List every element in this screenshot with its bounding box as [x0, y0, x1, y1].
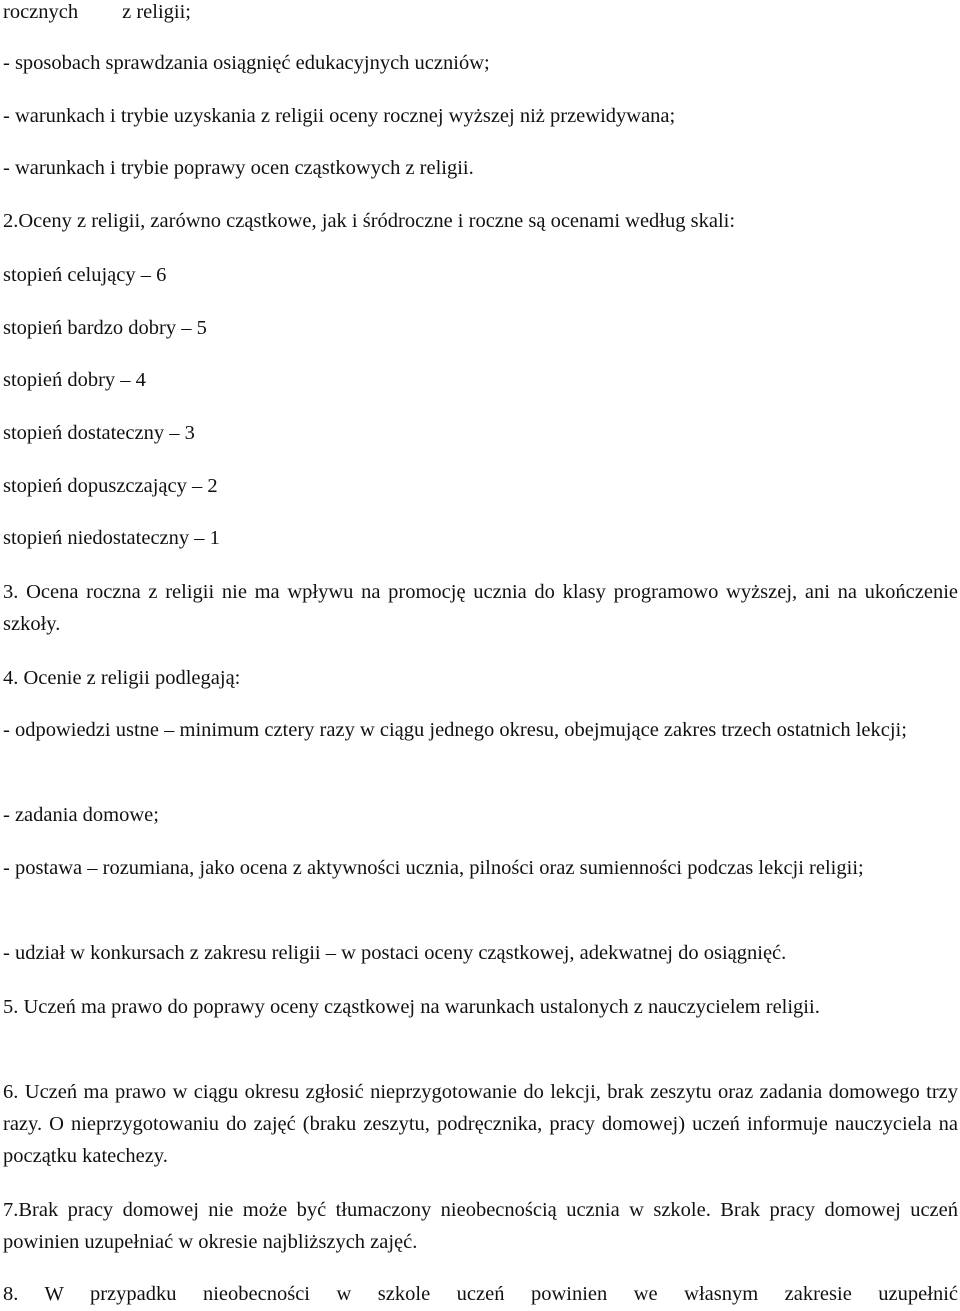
paragraph-8: 8. W przypadku nieobecności w szkole uczeń powinien we własnym zakresie uzupełnić [3, 1283, 958, 1305]
list-item: - warunkach i trybie poprawy ocen cząstkowych z religii. [3, 157, 474, 179]
paragraph-7: 7.Brak pracy domowej nie może być tłumaczony nieobecnością ucznia w szkole. Brak pracy domowej uczeń powinien uzupełniać w okresie najbliższych zajęć. [3, 1199, 958, 1253]
grade-scale-item: stopień bardzo dobry – 5 [3, 317, 207, 339]
text-fragment: z religii; [122, 1, 192, 23]
grade-scale-item: stopień dopuszczający – 2 [3, 475, 218, 497]
paragraph-3: 3. Ocena roczna z religii nie ma wpływu na promocję ucznia do klasy programowo wyższej, ani na ukończenie szkoły. [3, 581, 958, 635]
list-item: - warunkach i trybie uzyskania z religii oceny rocznej wyższej niż przewidywana; [3, 105, 676, 127]
list-item: - zadania domowe; [3, 804, 159, 826]
list-item: - postawa – rozumiana, jako ocena z aktywności ucznia, pilności oraz sumienności podczas lekcji religii; [3, 857, 864, 879]
text-fragment: rocznych [3, 1, 79, 23]
list-item: - odpowiedzi ustne – minimum cztery razy w ciągu jednego okresu, obejmujące zakres trzech ostatnich lekcji; [3, 719, 907, 741]
list-item: - udział w konkursach z zakresu religii – w postaci oceny cząstkowej, adekwatnej do osiągnięć. [3, 942, 787, 964]
grade-scale-item: stopień dostateczny – 3 [3, 422, 195, 444]
text-line-continuation [3, 0, 191, 24]
paragraph-5: 5. Uczeń ma prawo do poprawy oceny cząstkowej na warunkach ustalonych z nauczycielem religii. [3, 996, 820, 1018]
paragraph-6: 6. Uczeń ma prawo w ciągu okresu zgłosić nieprzygotowanie do lekcji, brak zeszytu oraz zadania domowego trzy razy. O nieprzygotowaniu do zajęć (braku zeszytu, podręcznika, pracy domowej) uczeń informuje nauczyciela na początku katechezy. [3, 1081, 958, 1167]
list-item: - sposobach sprawdzania osiągnięć edukacyjnych uczniów; [3, 52, 490, 74]
grade-scale-item: stopień celujący – 6 [3, 264, 167, 286]
grade-scale-item: stopień dobry – 4 [3, 369, 146, 391]
grade-scale-item: stopień niedostateczny – 1 [3, 527, 220, 549]
paragraph-2: 2.Oceny z religii, zarówno cząstkowe, jak i śródroczne i roczne są ocenami według skali: [3, 210, 736, 232]
paragraph-4: 4. Ocenie z religii podlegają: [3, 667, 241, 689]
